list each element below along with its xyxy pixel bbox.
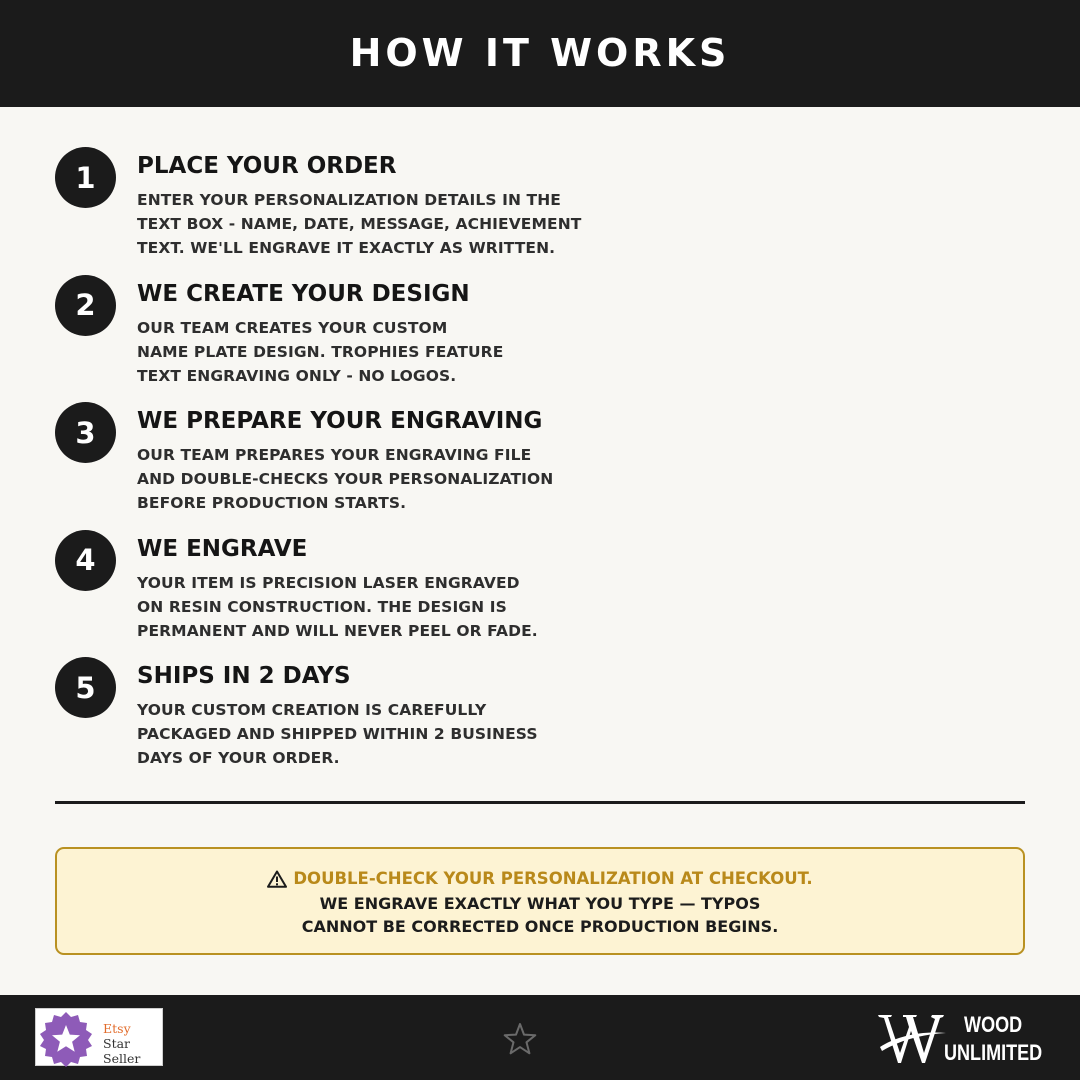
step-description (137, 443, 607, 515)
step-item (55, 530, 675, 658)
badge-etsy-label: Etsy (103, 1021, 131, 1036)
badge-star-seller-label: Star Seller (103, 1036, 141, 1066)
step-description (137, 698, 607, 770)
warning-headline-text: DOUBLE-CHECK YOUR PERSONALIZATION AT CHECKOUT. (293, 869, 813, 888)
step-description-line: TEXT BOX - NAME, DATE, MESSAGE, ACHIEVEMENT (137, 215, 582, 233)
step-number-badge: 1 (55, 147, 116, 208)
step-description-line: TEXT. WE'LL ENGRAVE IT EXACTLY AS WRITTEN. (137, 239, 556, 257)
step-description-line: TEXT ENGRAVING ONLY - NO LOGOS. (137, 366, 457, 385)
step-description-line: OUR TEAM PREPARES YOUR ENGRAVING FILE (137, 446, 532, 464)
page-title: HOW IT WORKS (349, 30, 731, 75)
steps-list (55, 147, 675, 785)
step-item (55, 657, 675, 785)
step-item (55, 402, 675, 530)
step-description-line: PERMANENT AND WILL NEVER PEEL OR FADE. (137, 621, 538, 640)
step-number-badge: 2 (55, 275, 116, 336)
step-description (137, 571, 607, 643)
step-description (137, 316, 607, 388)
step-title: PLACE YOUR ORDER (137, 153, 397, 179)
step-title: SHIPS IN 2 DAYS (137, 663, 351, 689)
step-description-line: AND DOUBLE-CHECKS YOUR PERSONALIZATION (137, 470, 554, 488)
star-seller-seal-icon (38, 1011, 94, 1067)
brand-name-line-1: WOOD (964, 1012, 1023, 1037)
step-description-line: OUR TEAM CREATES YOUR CUSTOM (137, 318, 448, 337)
step-description-line: BEFORE PRODUCTION STARTS. (137, 494, 407, 512)
w-monogram-icon (876, 1007, 948, 1067)
step-description-line: YOUR CUSTOM CREATION IS CAREFULLY (137, 701, 487, 719)
step-item (55, 147, 675, 275)
section-divider (55, 801, 1025, 804)
step-description-line: NAME PLATE DESIGN. TROPHIES FEATURE (137, 342, 504, 361)
warning-line-2: CANNOT BE CORRECTED ONCE PRODUCTION BEGINS. (301, 917, 779, 936)
step-description-line: ON RESIN CONSTRUCTION. THE DESIGN IS (137, 597, 507, 616)
checkout-warning-box (55, 847, 1025, 955)
step-title: WE ENGRAVE (137, 535, 308, 562)
brand-name (944, 1011, 1042, 1067)
step-description-line: YOUR ITEM IS PRECISION LASER ENGRAVED (137, 573, 520, 592)
warning-headline (57, 869, 1023, 888)
step-description-line: DAYS OF YOUR ORDER. (137, 749, 340, 767)
star-outline-icon (503, 1022, 537, 1056)
warning-triangle-icon (267, 870, 287, 888)
step-number-badge: 4 (55, 530, 116, 591)
step-description (137, 188, 607, 260)
warning-line-1: WE ENGRAVE EXACTLY WHAT YOU TYPE — TYPOS (319, 894, 761, 913)
page-footer (0, 995, 1080, 1080)
step-number-badge: 5 (55, 657, 116, 718)
step-description-line: PACKAGED AND SHIPPED WITHIN 2 BUSINESS (137, 725, 538, 743)
step-item (55, 275, 675, 403)
step-title: WE CREATE YOUR DESIGN (137, 280, 470, 307)
step-title: WE PREPARE YOUR ENGRAVING (137, 408, 543, 434)
page-header (0, 0, 1080, 107)
step-description-line: ENTER YOUR PERSONALIZATION DETAILS IN THE (137, 191, 561, 209)
step-number-badge: 3 (55, 402, 116, 463)
brand-name-line-2: UNLIMITED (944, 1040, 1043, 1065)
etsy-star-seller-badge (35, 1008, 163, 1066)
